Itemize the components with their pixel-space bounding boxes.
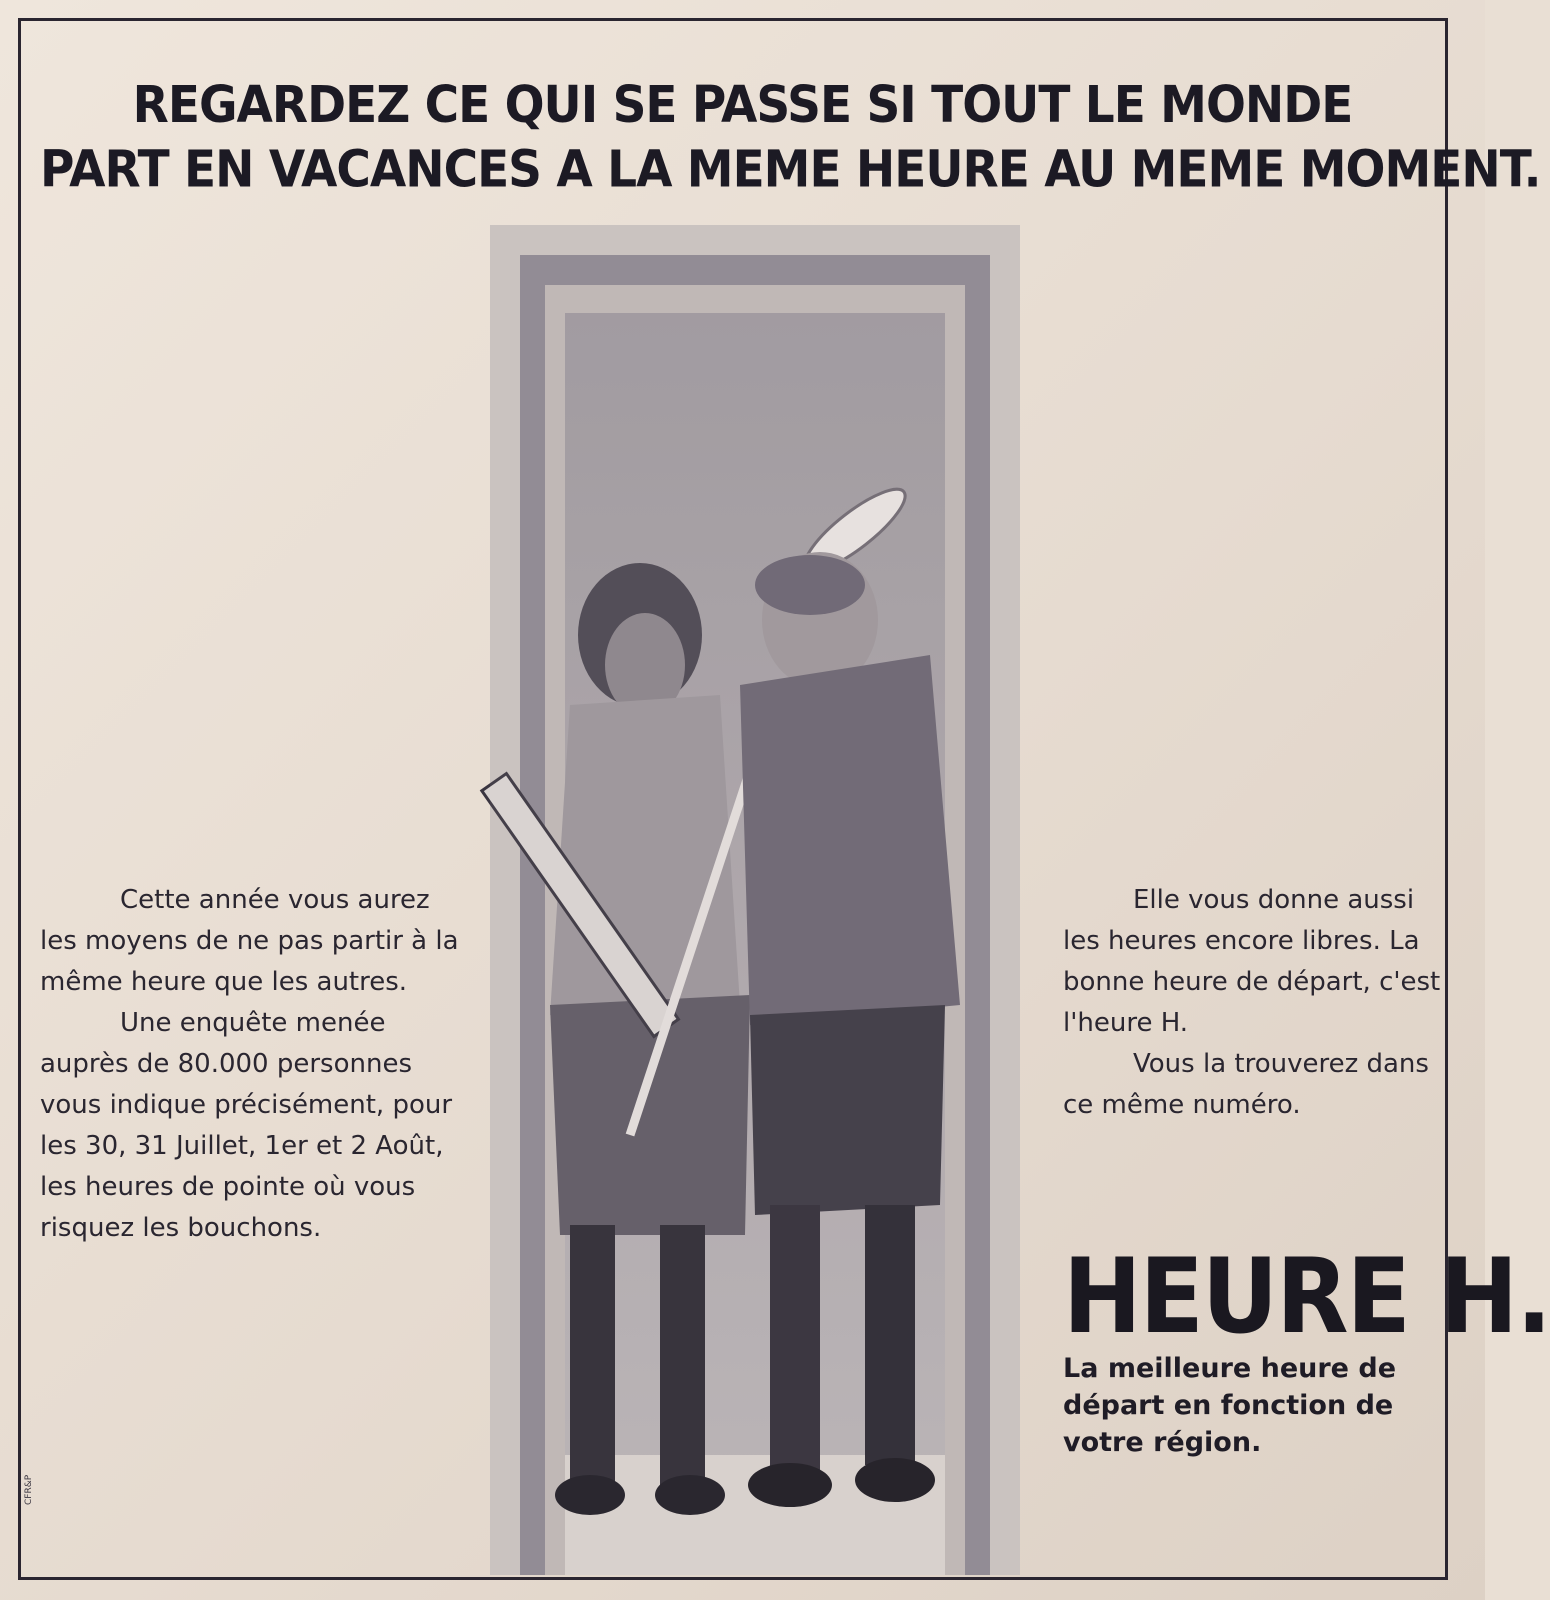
right-body-text xyxy=(1063,880,1453,1126)
brand-tagline: La meilleure heure de départ en fonction de votre région. xyxy=(1063,1353,1397,1458)
agency-credit: CFR&P xyxy=(24,1474,34,1505)
headline xyxy=(40,73,1541,203)
headline-line-2: PART EN VACANCES A LA MEME HEURE AU MEME MOMENT. xyxy=(40,140,1541,200)
right-paragraph-1: Elle vous donne aussi les heures encore libres. La bonne heure de départ, c'est l'heure H. xyxy=(1063,885,1441,1038)
brand-name: HEURE H. xyxy=(1063,1237,1550,1358)
left-paragraph-2: Une enquête menée auprès de 80.000 personnes vous indique précisément, pour les 30, 31 Juillet, 1er et 2 Août, les heures de pointe où vous risquez les bouchons. xyxy=(40,1008,453,1243)
headline-line-1: REGARDEZ CE QUI SE PASSE SI TOUT LE MONDE xyxy=(132,75,1353,135)
left-paragraph-1: Cette année vous aurez les moyens de ne pas partir à la même heure que les autres. xyxy=(40,885,459,997)
two-men-in-doorway-photo xyxy=(490,225,1020,1575)
right-paragraph-2: Vous la trouverez dans ce même numéro. xyxy=(1063,1049,1429,1120)
left-body-text xyxy=(40,880,470,1249)
